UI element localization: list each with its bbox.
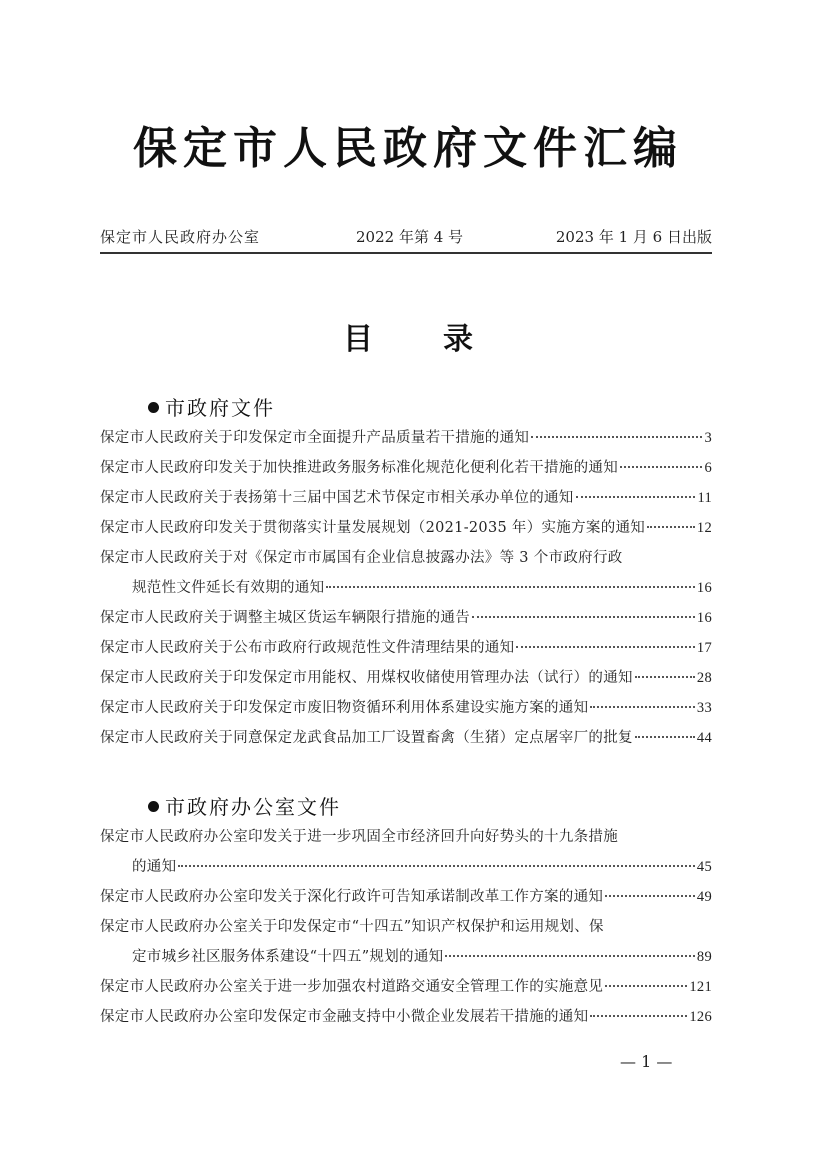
toc-entry[interactable] [100,693,712,723]
toc-entry-title: 保定市人民政府关于调整主城区货运车辆限行措施的通告 [100,610,470,626]
toc-entry-title: 保定市人民政府关于表扬第十三届中国艺术节保定市相关承办单位的通知 [100,490,574,506]
bullet-icon [148,402,159,413]
toc-entry[interactable] [100,663,712,693]
toc-entry[interactable] [100,543,712,603]
dot-leader [647,526,695,528]
toc-page-number: 49 [696,889,712,905]
publisher: 保定市人民政府办公室 [100,228,261,246]
toc-entry[interactable] [100,972,712,1002]
toc-title-char: 目 [343,322,373,357]
toc-entry-title: 保定市人民政府关于公布市政府行政规范性文件清理结果的通知 [100,640,515,656]
document-title: 保定市人民政府文件汇编 [133,123,683,174]
toc-entry-line [100,882,712,912]
toc-entry-title: 保定市人民政府关于对《保定市市属国有企业信息披露办法》等 3 个市政府行政 [100,550,623,566]
page-number: — 1 — [620,1052,673,1071]
dot-leader [620,466,702,468]
toc-entry-title: 保定市人民政府办公室关于印发保定市“十四五”知识产权保护和运用规划、保 [100,919,604,935]
toc-entry-line [100,543,712,573]
section-heading: 市政府办公室文件 [148,791,341,820]
toc-title-char: 录 [443,322,473,357]
toc-page-number: 45 [696,859,712,875]
toc-entry[interactable] [100,423,712,453]
dot-leader [178,865,694,867]
issue-number: 2022 年第 4 号 [356,228,464,246]
toc-entry-title: 保定市人民政府办公室关于进一步加强农村道路交通安全管理工作的实施意见 [100,979,604,995]
toc-entry-line [100,453,712,483]
toc-entry[interactable] [100,633,712,663]
toc-entry[interactable] [100,723,712,753]
toc-section-government-office [100,822,712,1032]
dot-leader [576,496,696,498]
toc-entry[interactable] [100,483,712,513]
toc-entry-line [100,513,712,543]
toc-entry-line [100,633,712,663]
dot-leader [472,616,695,618]
toc-page-number: 121 [689,979,712,995]
toc-entry-line [100,912,712,942]
toc-entry-title: 保定市人民政府办公室印发关于进一步巩固全市经济回升向好势头的十九条措施 [100,829,618,845]
toc-entry-title: 保定市人民政府印发关于加快推进政务服务标准化规范化便利化若干措施的通知 [100,460,618,476]
toc-entry-line [100,603,712,633]
toc-entry-title: 保定市人民政府关于印发保定市全面提升产品质量若干措施的通知 [100,430,530,446]
toc-entry-line [100,663,712,693]
dot-leader [326,586,694,588]
toc-entry-line [100,723,712,753]
toc-entry-line [100,693,712,723]
dot-leader [531,436,702,438]
toc-entry[interactable] [100,1002,712,1032]
toc-entry-title: 的通知 [132,859,177,875]
toc-page-number: 3 [704,430,712,446]
toc-entry-line [100,822,712,852]
toc-page-number: 44 [696,730,712,746]
toc-entry-title: 保定市人民政府办公室印发保定市金融支持中小微企业发展若干措施的通知 [100,1009,589,1025]
toc-page-number: 16 [696,610,712,626]
toc-entry[interactable] [100,882,712,912]
toc-entry-line [100,942,712,972]
toc-entry-title: 保定市人民政府办公室印发关于深化行政许可告知承诺制改革工作方案的通知 [100,889,604,905]
toc-entry-title: 保定市人民政府关于同意保定龙武食品加工厂设置畜禽（生猪）定点屠宰厂的批复 [100,730,633,746]
bullet-icon [148,801,159,812]
dot-leader [590,706,694,708]
toc-entry[interactable] [100,912,712,972]
toc-page-number: 6 [704,460,712,476]
toc-entry[interactable] [100,822,712,882]
dot-leader [516,646,694,648]
publication-meta [100,226,712,250]
toc-page-number: 11 [697,490,712,506]
toc-entry-title: 保定市人民政府关于印发保定市废旧物资循环利用体系建设实施方案的通知 [100,700,589,716]
toc-page-number: 126 [689,1009,712,1025]
toc-entry-line [100,972,712,1002]
dot-leader [605,985,687,987]
toc-page-number: 28 [696,670,712,686]
toc-page-number: 16 [696,580,712,596]
toc-entry[interactable] [100,453,712,483]
toc-entry-line [100,423,712,453]
dot-leader [445,955,694,957]
section-heading: 市政府文件 [148,392,275,421]
toc-page-number: 12 [696,520,712,536]
toc-entry-title: 保定市人民政府印发关于贯彻落实计量发展规划（2021-2035 年）实施方案的通知 [100,520,646,536]
toc-page-number: 17 [696,640,712,656]
toc-section-city-government [100,423,712,753]
toc-entry-line [100,483,712,513]
publish-date: 2023 年 1 月 6 日出版 [555,228,712,246]
toc-entry-title: 定市城乡社区服务体系建设“十四五”规划的通知 [132,949,444,965]
toc-entry[interactable] [100,513,712,543]
toc-page-number: 33 [696,700,712,716]
toc-entry-line [100,573,712,603]
dot-leader [635,676,695,678]
dot-leader [605,895,695,897]
header-rule [100,252,712,254]
dot-leader [590,1015,687,1017]
toc-page-number: 89 [696,949,712,965]
toc-entry[interactable] [100,603,712,633]
toc-entry-line [100,852,712,882]
toc-entry-line [100,1002,712,1032]
dot-leader [635,736,695,738]
toc-title [0,314,816,358]
toc-entry-title: 规范性文件延长有效期的通知 [132,580,325,596]
toc-entry-title: 保定市人民政府关于印发保定市用能权、用煤权收储使用管理办法（试行）的通知 [100,670,633,686]
